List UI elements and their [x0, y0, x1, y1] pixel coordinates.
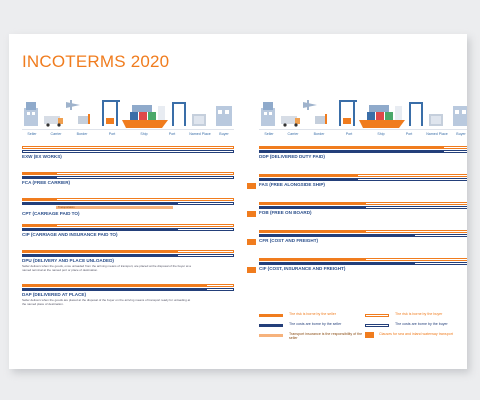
party-label: Carrier: [287, 132, 299, 136]
risk-bar: [22, 284, 234, 287]
buyer-segment: [22, 150, 234, 153]
buyer-segment: [414, 234, 467, 237]
port-crane-icon: [102, 100, 120, 126]
party-label: Carrier: [50, 132, 62, 136]
legend-sea: [365, 332, 467, 342]
buyer-segment: [443, 146, 467, 149]
incoterm-dpu: [22, 250, 234, 280]
legend-swatch: [365, 314, 389, 317]
risk-bar: [259, 202, 467, 205]
buyer-segment: [414, 262, 467, 265]
party-label: Buyer: [456, 132, 466, 136]
term-label: FAS (FREE ALONGSIDE SHIP): [259, 182, 325, 187]
truck-icon: [281, 116, 300, 127]
seller-segment: [259, 150, 443, 153]
seller-segment: [22, 202, 177, 205]
party-label: Named Place: [189, 132, 211, 136]
term-label: FCA (FREE CARRIER): [22, 180, 71, 185]
risk-bar: [259, 174, 467, 177]
plane-icon: [66, 100, 80, 110]
warehouse-icon: [216, 106, 232, 126]
buyer-segment: [177, 250, 234, 253]
cost-bar: [22, 176, 234, 179]
party-label: Seller: [27, 132, 37, 136]
term-label: CPT (CARRIAGE PAID TO): [22, 211, 80, 216]
buyer-segment: [177, 202, 234, 205]
legend-text: The risk is borne by the seller: [289, 312, 336, 316]
cost-bar: [22, 202, 234, 205]
party-label: Ship: [377, 132, 385, 136]
seller-segment: [22, 250, 177, 253]
cost-bar: [259, 234, 467, 237]
risk-bar: [259, 258, 467, 261]
buyer-segment: [206, 284, 234, 287]
party-label: Buyer: [219, 132, 229, 136]
seller-segment: [259, 258, 365, 261]
party-label: Port: [108, 132, 116, 136]
buyer-segment: [365, 206, 467, 209]
cost-bar: [22, 150, 234, 153]
cost-bar: [259, 262, 467, 265]
legend-risk-buyer: [365, 312, 467, 322]
seller-segment: [22, 176, 56, 179]
seller-segment: [22, 254, 177, 257]
buyer-segment: [365, 258, 467, 261]
seller-segment: [22, 284, 206, 287]
warehouse-icon: [24, 102, 38, 126]
buyer-segment: [56, 172, 234, 175]
risk-bar: [259, 146, 467, 149]
cost-bar: [22, 254, 234, 257]
buyer-segment: [206, 288, 234, 291]
legend-cost-buyer: [365, 322, 467, 332]
legend-insurance: [259, 332, 364, 342]
plane-icon: [303, 100, 317, 110]
risk-bar: [22, 172, 234, 175]
incoterm-cfr: [259, 230, 467, 260]
seller-segment: [259, 262, 414, 265]
party-label: Port: [345, 132, 353, 136]
party-label: Port: [168, 132, 176, 136]
seller-segment: [22, 172, 56, 175]
term-label: DPU (DELIVERY AND PLACE UNLOADED): [22, 258, 114, 263]
incoterm-cif: [259, 258, 467, 288]
risk-bar: [22, 198, 234, 201]
logistics-illustration-right: [259, 90, 467, 132]
ship-icon: [365, 332, 374, 338]
legend-text: Transport insurance is the responsibility of the seller: [289, 332, 363, 341]
seller-segment: [259, 206, 365, 209]
seller-segment: [259, 230, 365, 233]
ship-icon: [247, 239, 256, 245]
party-label: Named Place: [426, 132, 448, 136]
buyer-segment: [177, 254, 234, 257]
party-row-left: [22, 132, 234, 138]
buyer-segment: [365, 230, 467, 233]
port-crane-icon: [409, 102, 423, 126]
seller-segment: [259, 202, 365, 205]
cost-bar: [259, 206, 467, 209]
party-label: Border: [313, 132, 325, 136]
cost-bar: [259, 150, 467, 153]
legend-text: The risk is borne by the buyer: [395, 312, 443, 316]
legend-text: Clauses for sea and inland waterway transport: [379, 332, 453, 336]
term-label: DAP (DELIVERED AT PLACE): [22, 292, 86, 297]
ship-icon: [247, 211, 256, 217]
party-row-right: [259, 132, 467, 138]
legend-swatch: [259, 334, 283, 337]
incoterms-poster: [9, 34, 467, 369]
truck-icon: [44, 116, 63, 127]
legend-swatch: [259, 314, 283, 317]
party-label: Ship: [140, 132, 148, 136]
buyer-segment: [443, 150, 467, 153]
container-icon: [429, 114, 443, 126]
container-icon: [192, 114, 206, 126]
buyer-segment: [177, 228, 234, 231]
seller-segment: [22, 288, 206, 291]
term-label: CIP (CARRIAGE AND INSURANCE PAID TO): [22, 232, 118, 237]
legend-risk-seller: [259, 312, 364, 322]
port-crane-icon: [172, 102, 186, 126]
seller-segment: [259, 146, 443, 149]
term-label: FOB (FREE ON BOARD): [259, 210, 312, 215]
legend-cost-seller: [259, 322, 364, 332]
border-icon: [78, 114, 90, 124]
legend-text: The costs are borne by the seller: [289, 322, 342, 326]
seller-segment: [22, 224, 56, 227]
legend-swatch: [365, 324, 389, 327]
seller-segment: [22, 228, 177, 231]
seller-segment: [259, 178, 357, 181]
incoterm-fas: [259, 174, 467, 204]
buyer-segment: [56, 224, 234, 227]
term-label: DDP (DELIVERED DUTY PAID): [259, 154, 325, 159]
party-label: Border: [76, 132, 88, 136]
risk-bar: [22, 146, 234, 149]
term-label: EXW (EX WORKS): [22, 154, 62, 159]
buyer-segment: [365, 202, 467, 205]
term-description: Seller delivers when the goods, once unloaded from the arriving means of transport, are placed at the disposal of the buyer at a named terminal at the named port or place of destination.: [22, 264, 191, 272]
legend-swatch: [259, 324, 283, 327]
incoterm-fob: [259, 202, 467, 232]
buyer-segment: [357, 178, 467, 181]
ship-icon: [359, 105, 405, 128]
seller-segment: [259, 174, 357, 177]
seller-segment: [259, 234, 414, 237]
warehouse-icon: [453, 106, 467, 126]
risk-bar: [22, 224, 234, 227]
ship-icon: [122, 105, 168, 128]
buyer-segment: [56, 198, 234, 201]
risk-bar: [259, 230, 467, 233]
incoterm-dap: [22, 284, 234, 314]
party-label: Port: [405, 132, 413, 136]
border-icon: [315, 114, 327, 124]
legend: [259, 312, 467, 362]
party-label: Seller: [264, 132, 274, 136]
seller-segment: [22, 198, 56, 201]
logistics-illustration-left: [22, 90, 234, 132]
poster-title: INCOTERMS 2020: [22, 52, 170, 71]
term-description: Seller delivers when the goods are placed at the disposal of the buyer on the arriving means of transport ready for unloading at the named place of destination.: [22, 298, 191, 306]
ship-icon: [247, 183, 256, 189]
buyer-segment: [357, 174, 467, 177]
cost-bar: [22, 288, 234, 291]
insurance-label: Transportation: [58, 205, 75, 209]
cost-bar: [22, 228, 234, 231]
buyer-segment: [22, 146, 234, 149]
ship-icon: [247, 267, 256, 273]
buyer-segment: [56, 176, 234, 179]
term-label: CFR (COST AND FREIGHT): [259, 238, 319, 243]
legend-text: The costs are borne by the buyer: [395, 322, 448, 326]
risk-bar: [22, 250, 234, 253]
cost-bar: [259, 178, 467, 181]
left-column: [22, 34, 234, 369]
term-label: CIF (COST, INSURANCE AND FREIGHT): [259, 266, 346, 271]
incoterm-ddp: [259, 146, 467, 176]
warehouse-icon: [261, 102, 275, 126]
port-crane-icon: [339, 100, 357, 126]
